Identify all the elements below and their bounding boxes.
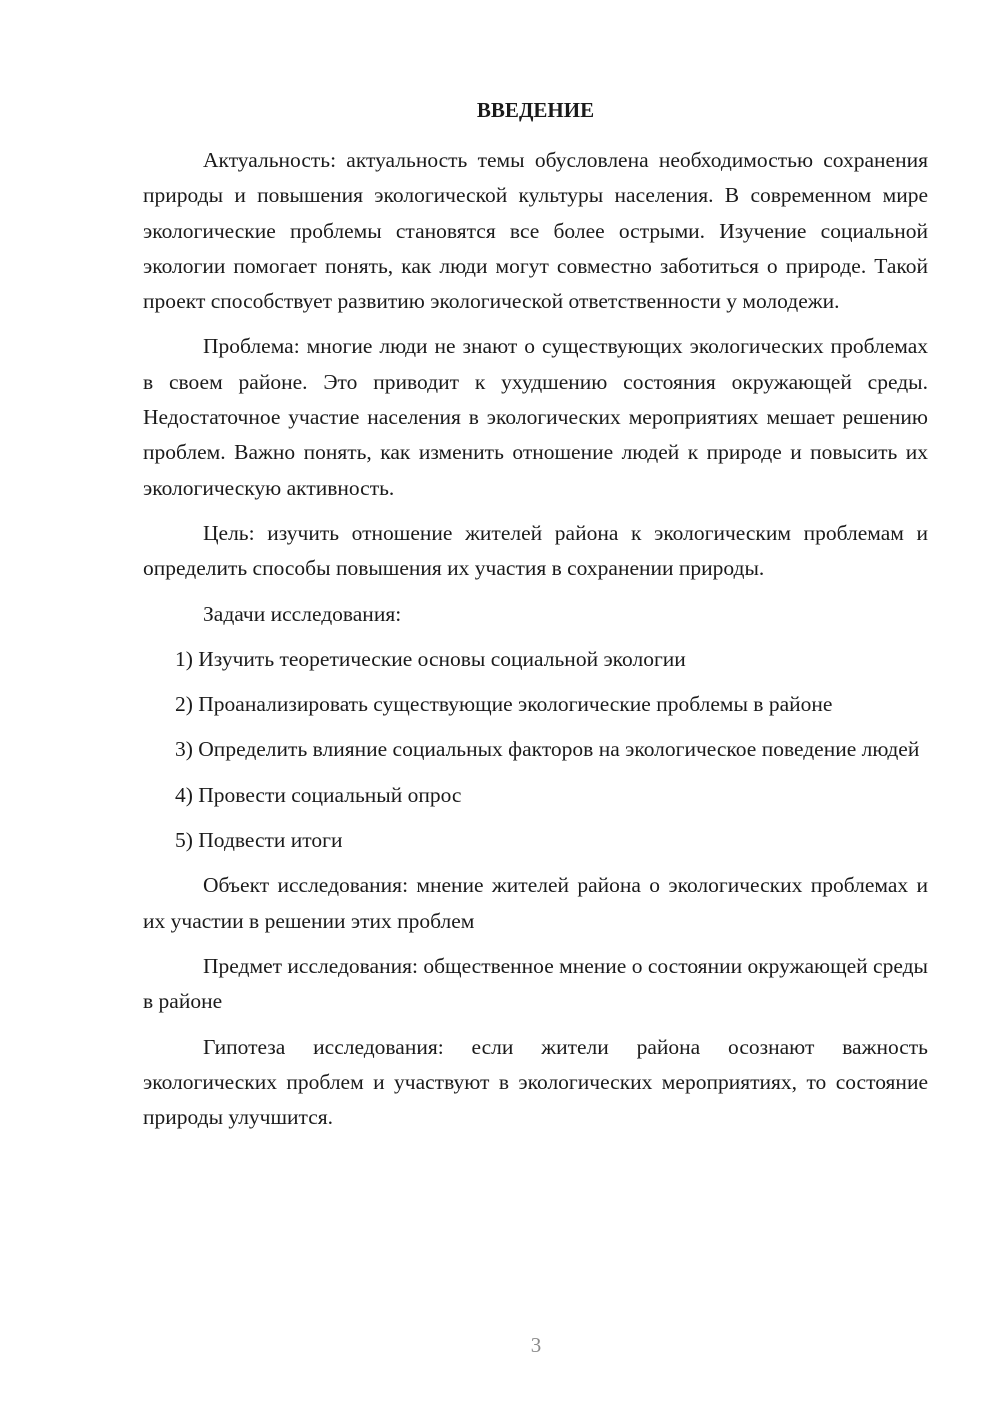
list-item: 2) Проанализировать существующие экологические проблемы в районе — [175, 692, 833, 717]
document-page — [143, 95, 928, 1145]
list-item: 4) Провести социальный опрос — [175, 782, 462, 807]
list-item: 1) Изучить теоретические основы социальной экологии — [175, 646, 686, 671]
page-title: ВВЕДЕНИЕ — [476, 98, 595, 122]
paragraph-problem: Проблема: многие люди не знают о существующих экологических проблемах в своем районе. Это приводит к ухудшению состояния окружающей среды. Недостаточное участие населения в экологических мероприятиях мешает решению проблем. Важно понять, как изменить отношение людей к природе и повысить их экологическую активность. — [143, 334, 928, 500]
paragraph-tasks-heading: Задачи исследования: — [203, 601, 402, 626]
paragraph-relevance: Актуальность: актуальность темы обусловлена необходимостью сохранения природы и повышения экологической культуры населения. В современном мире экологические проблемы становятся все более острыми. Изучение социальной экологии помогает понять, как люди могут совместно заботиться о природе. Такой проект способствует развитию экологической ответственности у молодежи. — [143, 148, 928, 314]
paragraph-goal: Цель: изучить отношение жителей района к экологическим проблемам и определить способы повышения их участия в сохранении природы. — [143, 520, 928, 581]
paragraph-hypothesis: Гипотеза исследования: если жители района осознают важность экологических проблем и участвуют в экологических мероприятиях, то состояние природы улучшится. — [143, 1034, 928, 1130]
list-item: 5) Подвести итоги — [175, 828, 343, 853]
page-number: 3 — [530, 1333, 542, 1357]
list-item: 3) Определить влияние социальных факторов на экологическое поведение людей — [175, 737, 920, 762]
paragraph-subject: Предмет исследования: общественное мнение о состоянии окружающей среды в районе — [143, 953, 928, 1014]
paragraph-object: Объект исследования: мнение жителей района о экологических проблемах и их участии в решении этих проблем — [143, 873, 928, 933]
